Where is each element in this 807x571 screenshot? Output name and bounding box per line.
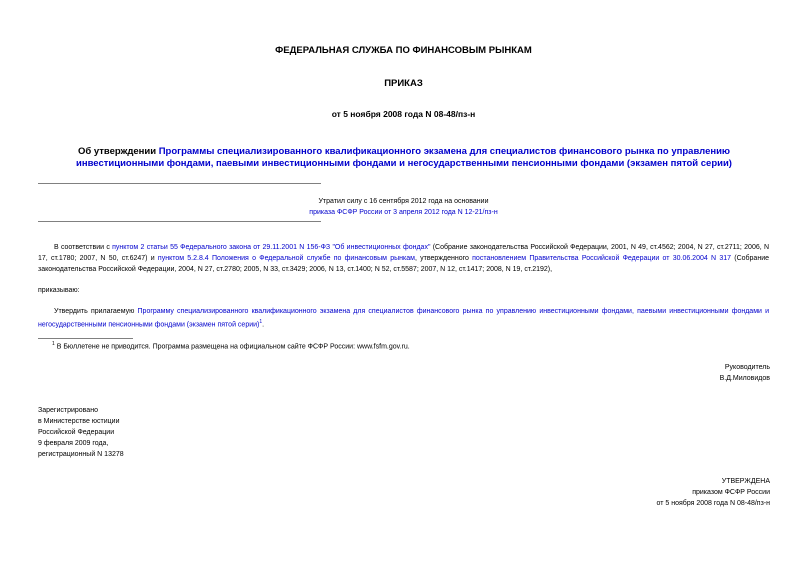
footnote-mark: 1: [52, 341, 55, 347]
registration-line: в Министерстве юстиции: [38, 418, 120, 425]
signature-name: В.Д.Миловидов: [719, 375, 770, 382]
registration-line: 9 февраля 2009 года,: [38, 440, 109, 447]
approval-line: УТВЕРЖДЕНА: [721, 478, 770, 485]
divider-top: [38, 183, 321, 184]
p1-law-link[interactable]: пунктом 2 статьи 55 Федерального закона от 29.11.2001 N 156-ФЗ "Об инвестиционных фондах": [112, 244, 431, 251]
approval-line: приказом ФСФР России: [692, 489, 770, 496]
registration-line: Российской Федерации: [38, 429, 115, 436]
footnote-text: В Бюллетене не приводится. Программа размещена на официальном сайте ФСФР России: www.fsfm.gov.ru.: [54, 343, 410, 351]
approval-block: [657, 476, 770, 509]
paragraph-basis: [38, 242, 769, 275]
title-program-link[interactable]: Программы специализированного квалификационного экзамена для специалистов финансового рынка по управлению инвестиционными фондами, паевыми инвестиционными фондами и негосударственными пенсионными фондами (экзамен пятой серии): [76, 146, 732, 169]
doc-type: ПРИКАЗ: [384, 78, 423, 89]
paragraph-order: приказываю:: [38, 287, 80, 294]
p3-text-2: .: [262, 321, 265, 329]
registration-line: регистрационный N 13278: [38, 451, 124, 458]
p1-regulation-link[interactable]: пунктом 5.2.8.4 Положения о Федеральной службе по финансовым рынкам: [157, 255, 415, 262]
p1-text-4: (Собрание законодательства Российской Федерации, 2004, N 27, ст.2780; 2005, N 33, ст.3429; 2006, N 13, ст.1400; N 52, ст.5587; 2007, N 12, ст.1417; 2008, N 19, ст.2192),: [38, 255, 769, 273]
p1-text-1: В соответствии с: [54, 244, 113, 251]
lost-force-link[interactable]: приказа ФСФР России от 3 апреля 2012 года N 12-21/пз-н: [309, 209, 498, 216]
approval-line: от 5 ноября 2008 года N 08-48/пз-н: [656, 500, 770, 507]
footnote: [52, 339, 410, 352]
p1-text-3: , утвержденного: [414, 255, 473, 262]
org-name: ФЕДЕРАЛЬНАЯ СЛУЖБА ПО ФИНАНСОВЫМ РЫНКАМ: [275, 45, 532, 56]
doc-title: [52, 146, 756, 170]
p3-program-link[interactable]: Программу специализированного квалификационного экзамена для специалистов финансового рынка по управлению инвестиционными фондами, паевыми инвестиционными фондами и негосударственными пенсионными фондами (экзамен пятой серии): [38, 308, 769, 329]
registration-line: Зарегистрировано: [38, 407, 98, 414]
title-prefix: Об утверждении: [77, 146, 159, 157]
paragraph-approve: [38, 306, 769, 330]
registration-block: [38, 405, 124, 460]
divider-bottom: [38, 221, 321, 222]
p3-footnote-ref[interactable]: 1: [259, 319, 263, 325]
lost-force-note: [0, 196, 807, 218]
doc-date-number: от 5 ноября 2008 года N 08-48/пз-н: [331, 109, 476, 119]
p1-resolution-link[interactable]: постановлением Правительства Российской Федерации от 30.06.2004 N 317: [472, 255, 731, 262]
signature-role: Руководитель: [724, 364, 770, 371]
signature-block: [720, 362, 770, 384]
p3-text-1: Утвердить прилагаемую: [54, 308, 138, 315]
p1-text-2: (Собрание законодательства Российской Федерации, 2001, N 49, ст.4562; 2004, N 27, ст.2711; 2006, N 17, ст.1780; 2007, N 50, ст.6247) и: [38, 244, 770, 262]
lost-force-text: Утратил силу с 16 сентября 2012 года на основании: [318, 198, 489, 205]
